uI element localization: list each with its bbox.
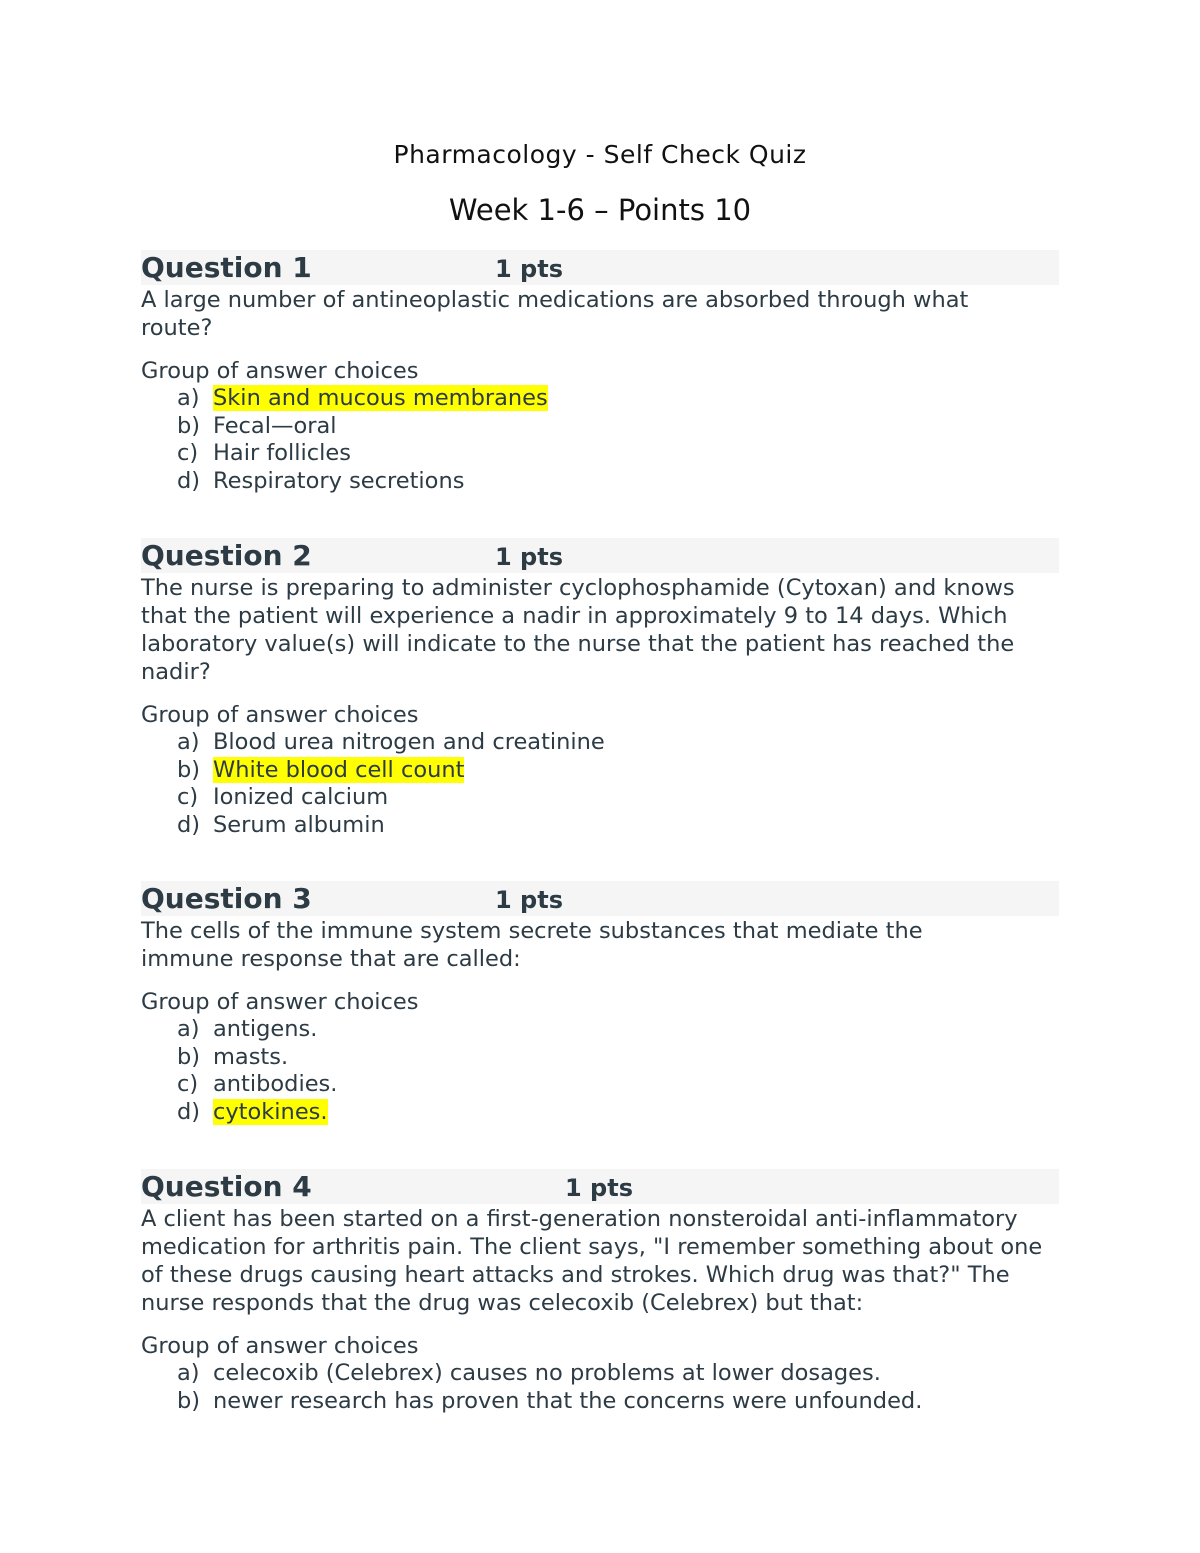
choice-text: Serum albumin bbox=[213, 811, 385, 838]
choice-letter: a) bbox=[177, 729, 200, 755]
answer-choice-d[interactable] bbox=[177, 468, 1059, 496]
answer-choice-b[interactable] bbox=[177, 757, 1059, 785]
question-text: The cells of the immune system secrete substances that mediate the immune response that are called: bbox=[141, 918, 923, 972]
choice-letter: b) bbox=[177, 1387, 201, 1414]
question-header bbox=[141, 250, 1059, 285]
question-title: Question 4 bbox=[141, 1170, 312, 1203]
answer-choice-a[interactable] bbox=[177, 729, 1059, 757]
group-label: Group of answer choices bbox=[141, 702, 419, 728]
group-label: Group of answer choices bbox=[141, 358, 419, 384]
choice-text: Fecal—oral bbox=[213, 412, 337, 439]
question-title: Question 1 bbox=[141, 251, 312, 284]
answer-choice-c[interactable] bbox=[177, 1071, 1059, 1099]
question-text: The nurse is preparing to administer cyclophosphamide (Cytoxan) and knows that the patient will experience a nadir in approximately 9 to 14 days. Which laboratory value(s) will indicate to the nurse that the patient has reached the nadir? bbox=[141, 575, 1015, 685]
question-title: Question 3 bbox=[141, 882, 312, 915]
choice-letter: b) bbox=[177, 1043, 201, 1070]
choice-letter: d) bbox=[177, 811, 201, 838]
choice-letter: a) bbox=[177, 1016, 200, 1042]
answer-choice-b[interactable] bbox=[177, 413, 1059, 441]
question-header bbox=[141, 1169, 1059, 1204]
group-label: Group of answer choices bbox=[141, 1333, 419, 1359]
choice-letter: a) bbox=[177, 1360, 200, 1386]
answer-choices bbox=[141, 729, 1059, 839]
choice-letter: c) bbox=[177, 440, 199, 467]
question-points: 1 pts bbox=[495, 255, 563, 283]
question-points: 1 pts bbox=[495, 543, 563, 571]
question-points: 1 pts bbox=[495, 886, 563, 914]
answer-choice-d[interactable] bbox=[177, 812, 1059, 840]
choice-text: Blood urea nitrogen and creatinine bbox=[213, 729, 605, 755]
choice-text: Hair follicles bbox=[213, 440, 351, 467]
choice-letter: b) bbox=[177, 756, 201, 783]
answer-choices bbox=[141, 1360, 1059, 1415]
question-text: A client has been started on a first-generation nonsteroidal anti-inflammatory medication for arthritis pain. The client says, "I remember something about one of these drugs causing heart attacks and strokes. Which drug was that?" The nurse responds that the drug was celecoxib (Celebrex) but that: bbox=[141, 1206, 1043, 1316]
answer-choice-b[interactable] bbox=[177, 1044, 1059, 1072]
choice-text: masts. bbox=[213, 1043, 289, 1070]
choice-text: celecoxib (Celebrex) causes no problems at lower dosages. bbox=[213, 1360, 881, 1386]
answer-choice-b[interactable] bbox=[177, 1388, 1059, 1416]
question-header bbox=[141, 881, 1059, 916]
answer-choice-a[interactable] bbox=[177, 1016, 1059, 1044]
choice-text-highlighted: Skin and mucous membranes bbox=[213, 385, 548, 411]
question-3 bbox=[141, 881, 1059, 1126]
choice-text: antibodies. bbox=[213, 1071, 338, 1098]
page-subtitle: Week 1-6 – Points 10 bbox=[448, 193, 752, 227]
question-1 bbox=[141, 250, 1059, 495]
answer-choices bbox=[141, 1016, 1059, 1126]
choice-letter: a) bbox=[177, 385, 200, 411]
question-header bbox=[141, 538, 1059, 573]
answer-choice-c[interactable] bbox=[177, 440, 1059, 468]
question-title: Question 2 bbox=[141, 539, 312, 572]
choice-text: newer research has proven that the concerns were unfounded. bbox=[213, 1387, 923, 1414]
question-2 bbox=[141, 538, 1059, 839]
choice-text: antigens. bbox=[213, 1016, 318, 1042]
answer-choice-c[interactable] bbox=[177, 784, 1059, 812]
answer-choice-a[interactable] bbox=[177, 1360, 1059, 1388]
choice-letter: d) bbox=[177, 467, 201, 494]
choice-letter: d) bbox=[177, 1098, 201, 1125]
choice-text-highlighted: White blood cell count bbox=[213, 756, 465, 783]
answer-choices bbox=[141, 385, 1059, 495]
question-4 bbox=[141, 1169, 1059, 1415]
choice-letter: c) bbox=[177, 784, 199, 811]
group-label: Group of answer choices bbox=[141, 989, 419, 1015]
question-text: A large number of antineoplastic medications are absorbed through what route? bbox=[141, 287, 969, 341]
choice-letter: b) bbox=[177, 412, 201, 439]
answer-choice-d[interactable] bbox=[177, 1099, 1059, 1127]
answer-choice-a[interactable] bbox=[177, 385, 1059, 413]
page-title: Pharmacology - Self Check Quiz bbox=[393, 140, 807, 169]
choice-letter: c) bbox=[177, 1071, 199, 1098]
choice-text-highlighted: cytokines. bbox=[213, 1098, 328, 1125]
question-points: 1 pts bbox=[565, 1174, 633, 1202]
choice-text: Ionized calcium bbox=[213, 784, 389, 811]
choice-text: Respiratory secretions bbox=[213, 467, 465, 494]
